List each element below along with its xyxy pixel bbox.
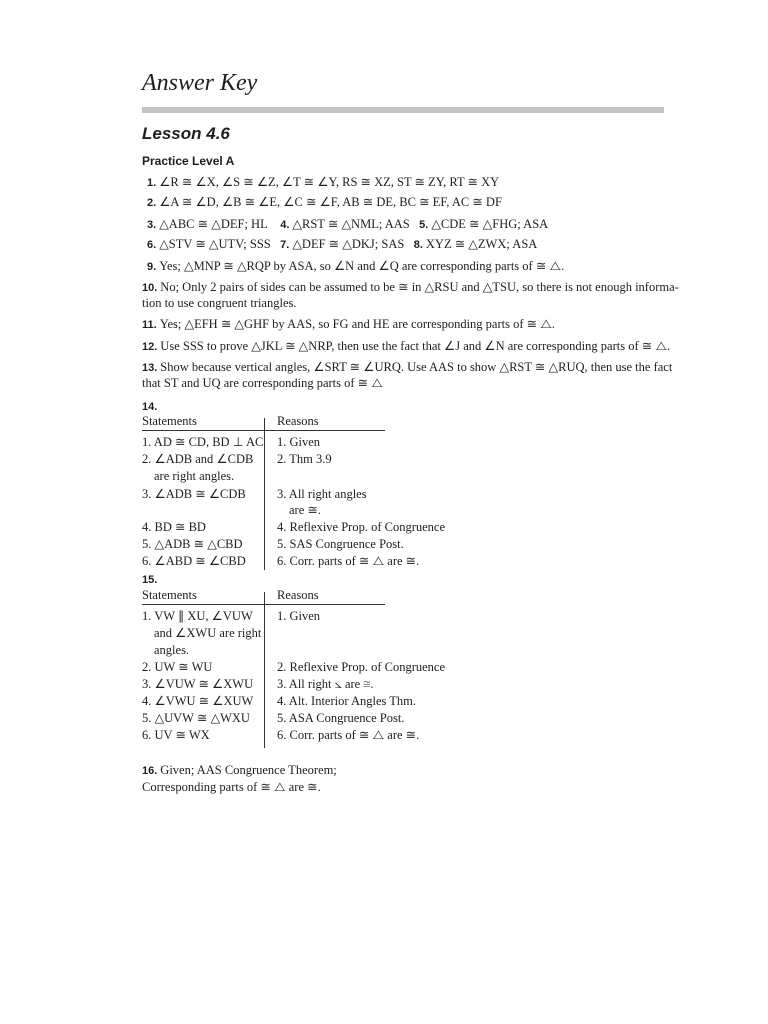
- proof-14-statement-1: 1. AD ≅ CD, BD ⊥ AC: [142, 435, 264, 449]
- answer-number: 2.: [147, 197, 157, 209]
- proof-14-statement-5: 5. △ADB ≅ △CBD: [142, 537, 243, 551]
- answer-10: [142, 280, 679, 296]
- answer-number: 16.: [142, 765, 158, 777]
- proof-15-reason-1: 1. Given: [277, 609, 321, 623]
- proof-15-reason-3: 3. All right ⦣ are ≅.: [277, 677, 374, 691]
- answer-text: Show because vertical angles, ∠SRT ≅ ∠URQ. Use AAS to show △RST ≅ △RUQ, then use the fact: [160, 360, 673, 374]
- answer-number: 11.: [142, 319, 157, 331]
- answer-text: △DEF ≅ △DKJ; SAS: [292, 237, 405, 251]
- answer-number: 7.: [280, 239, 290, 251]
- proof-14-statement-2: 2. ∠ADB and ∠CDB: [142, 452, 254, 466]
- proof-15-statement-2: 2. UW ≅ WU: [142, 660, 213, 674]
- proof-15-statement-5: 5. △UVW ≅ △WXU: [142, 711, 250, 725]
- practice-level-heading: Practice Level A: [142, 154, 235, 168]
- answer-number: 5.: [419, 219, 429, 231]
- answer-number: 10.: [142, 282, 158, 294]
- lesson-heading: Lesson 4.6: [142, 124, 230, 143]
- answer-number: 9.: [147, 261, 157, 273]
- proof-15-column-divider: [264, 592, 265, 748]
- proof-14-reason-5: 5. SAS Congruence Post.: [277, 537, 404, 551]
- answer-text: Use SSS to prove △JKL ≅ △NRP, then use the fact that ∠J and ∠N are corresponding parts of ≅ ⧍.: [160, 339, 671, 353]
- answer-9: [147, 259, 564, 275]
- answer-number: 3.: [147, 219, 157, 231]
- answer-text: No; Only 2 pairs of sides can be assumed to be ≅ in △RSU and △TSU, so there is not enough informa-: [160, 280, 679, 294]
- proof-14-reason-3: 3. All right angles: [277, 487, 367, 501]
- proof-14-statement-6: 6. ∠ABD ≅ ∠CBD: [142, 554, 246, 568]
- answer-text: XYZ ≅ △ZWX; ASA: [425, 237, 538, 251]
- answer-number: 6.: [147, 239, 157, 251]
- proof-15-statement-6: 6. UV ≅ WX: [142, 728, 210, 742]
- proof-14-number: 14.: [142, 401, 158, 413]
- answer-2: [147, 195, 502, 211]
- answer-6-7-8: [147, 237, 537, 253]
- proof-15-statement-1-continued: and ∠XWU are right: [154, 626, 262, 640]
- proof-14-reason-3-continued: are ≅.: [289, 503, 321, 517]
- answer-1: [147, 175, 499, 191]
- proof-14-statement-4: 4. BD ≅ BD: [142, 520, 206, 534]
- answer-text: Given; AAS Congruence Theorem;: [160, 763, 337, 777]
- answer-text: △ABC ≅ △DEF; HL: [159, 217, 268, 231]
- answer-text: △CDE ≅ △FHG; ASA: [431, 217, 549, 231]
- proof-14-reason-4: 4. Reflexive Prop. of Congruence: [277, 520, 446, 534]
- page-title: Answer Key: [142, 70, 258, 96]
- answer-text: ∠A ≅ ∠D, ∠B ≅ ∠E, ∠C ≅ ∠F, AB ≅ DE, BC ≅ EF, AC ≅ DF: [159, 195, 502, 209]
- answer-13-continued: [142, 376, 383, 391]
- answer-number: 1.: [147, 177, 157, 189]
- answer-12: [142, 339, 670, 355]
- answer-text: △RST ≅ △NML; AAS: [292, 217, 410, 231]
- answer-11: [142, 317, 555, 333]
- proof-14-statement-2-continued: are right angles.: [154, 469, 235, 483]
- proof-14-statements-header: Statements: [142, 414, 197, 428]
- title-divider: [142, 107, 664, 113]
- proof-15-statement-4: 4. ∠VWU ≅ ∠XUW: [142, 694, 254, 708]
- answer-3-4-5: [147, 217, 548, 233]
- answer-text: Corresponding parts of ≅ ⧍ are ≅.: [142, 780, 321, 794]
- answer-text: ∠R ≅ ∠X, ∠S ≅ ∠Z, ∠T ≅ ∠Y, RS ≅ XZ, ST ≅ ZY, RT ≅ XY: [159, 175, 500, 189]
- proof-15-statement-1-end: angles.: [154, 643, 190, 657]
- answer-16-continued: [142, 780, 321, 795]
- answer-text: that ST and UQ are corresponding parts of ≅ ⧍: [142, 376, 383, 390]
- proof-15-reason-6: 6. Corr. parts of ≅ ⧍ are ≅.: [277, 728, 420, 742]
- answer-13: [142, 360, 672, 376]
- proof-14-reason-2: 2. Thm 3.9: [277, 452, 332, 466]
- proof-14-column-divider: [264, 418, 265, 570]
- answer-text: △STV ≅ △UTV; SSS: [159, 237, 271, 251]
- proof-15-reason-4: 4. Alt. Interior Angles Thm.: [277, 694, 416, 708]
- proof-15-statement-1: 1. VW ∥ XU, ∠VUW: [142, 609, 253, 623]
- answer-number: 12.: [142, 341, 158, 353]
- proof-15-reason-2: 2. Reflexive Prop. of Congruence: [277, 660, 446, 674]
- proof-15-reasons-header: Reasons: [277, 588, 319, 602]
- proof-15-reason-5: 5. ASA Congruence Post.: [277, 711, 405, 725]
- answer-number: 13.: [142, 362, 158, 374]
- proof-15-statements-header: Statements: [142, 588, 197, 602]
- answer-text: tion to use congruent triangles.: [142, 296, 297, 310]
- proof-14-reason-6: 6. Corr. parts of ≅ ⧍ are ≅.: [277, 554, 420, 568]
- proof-15-number: 15.: [142, 574, 158, 586]
- proof-15-statement-3: 3. ∠VUW ≅ ∠XWU: [142, 677, 254, 691]
- answer-number: 4.: [280, 219, 290, 231]
- proof-14-reason-1: 1. Given: [277, 435, 321, 449]
- answer-text: Yes; △EFH ≅ △GHF by AAS, so FG and HE are corresponding parts of ≅ ⧍.: [159, 317, 556, 331]
- proof-14-reasons-header: Reasons: [277, 414, 319, 428]
- answer-16: [142, 763, 337, 779]
- proof-14-statement-3: 3. ∠ADB ≅ ∠CDB: [142, 487, 246, 501]
- answer-10-continued: [142, 296, 296, 311]
- answer-number: 8.: [413, 239, 423, 251]
- answer-text: Yes; △MNP ≅ △RQP by ASA, so ∠N and ∠Q are corresponding parts of ≅ ⧍.: [159, 259, 565, 273]
